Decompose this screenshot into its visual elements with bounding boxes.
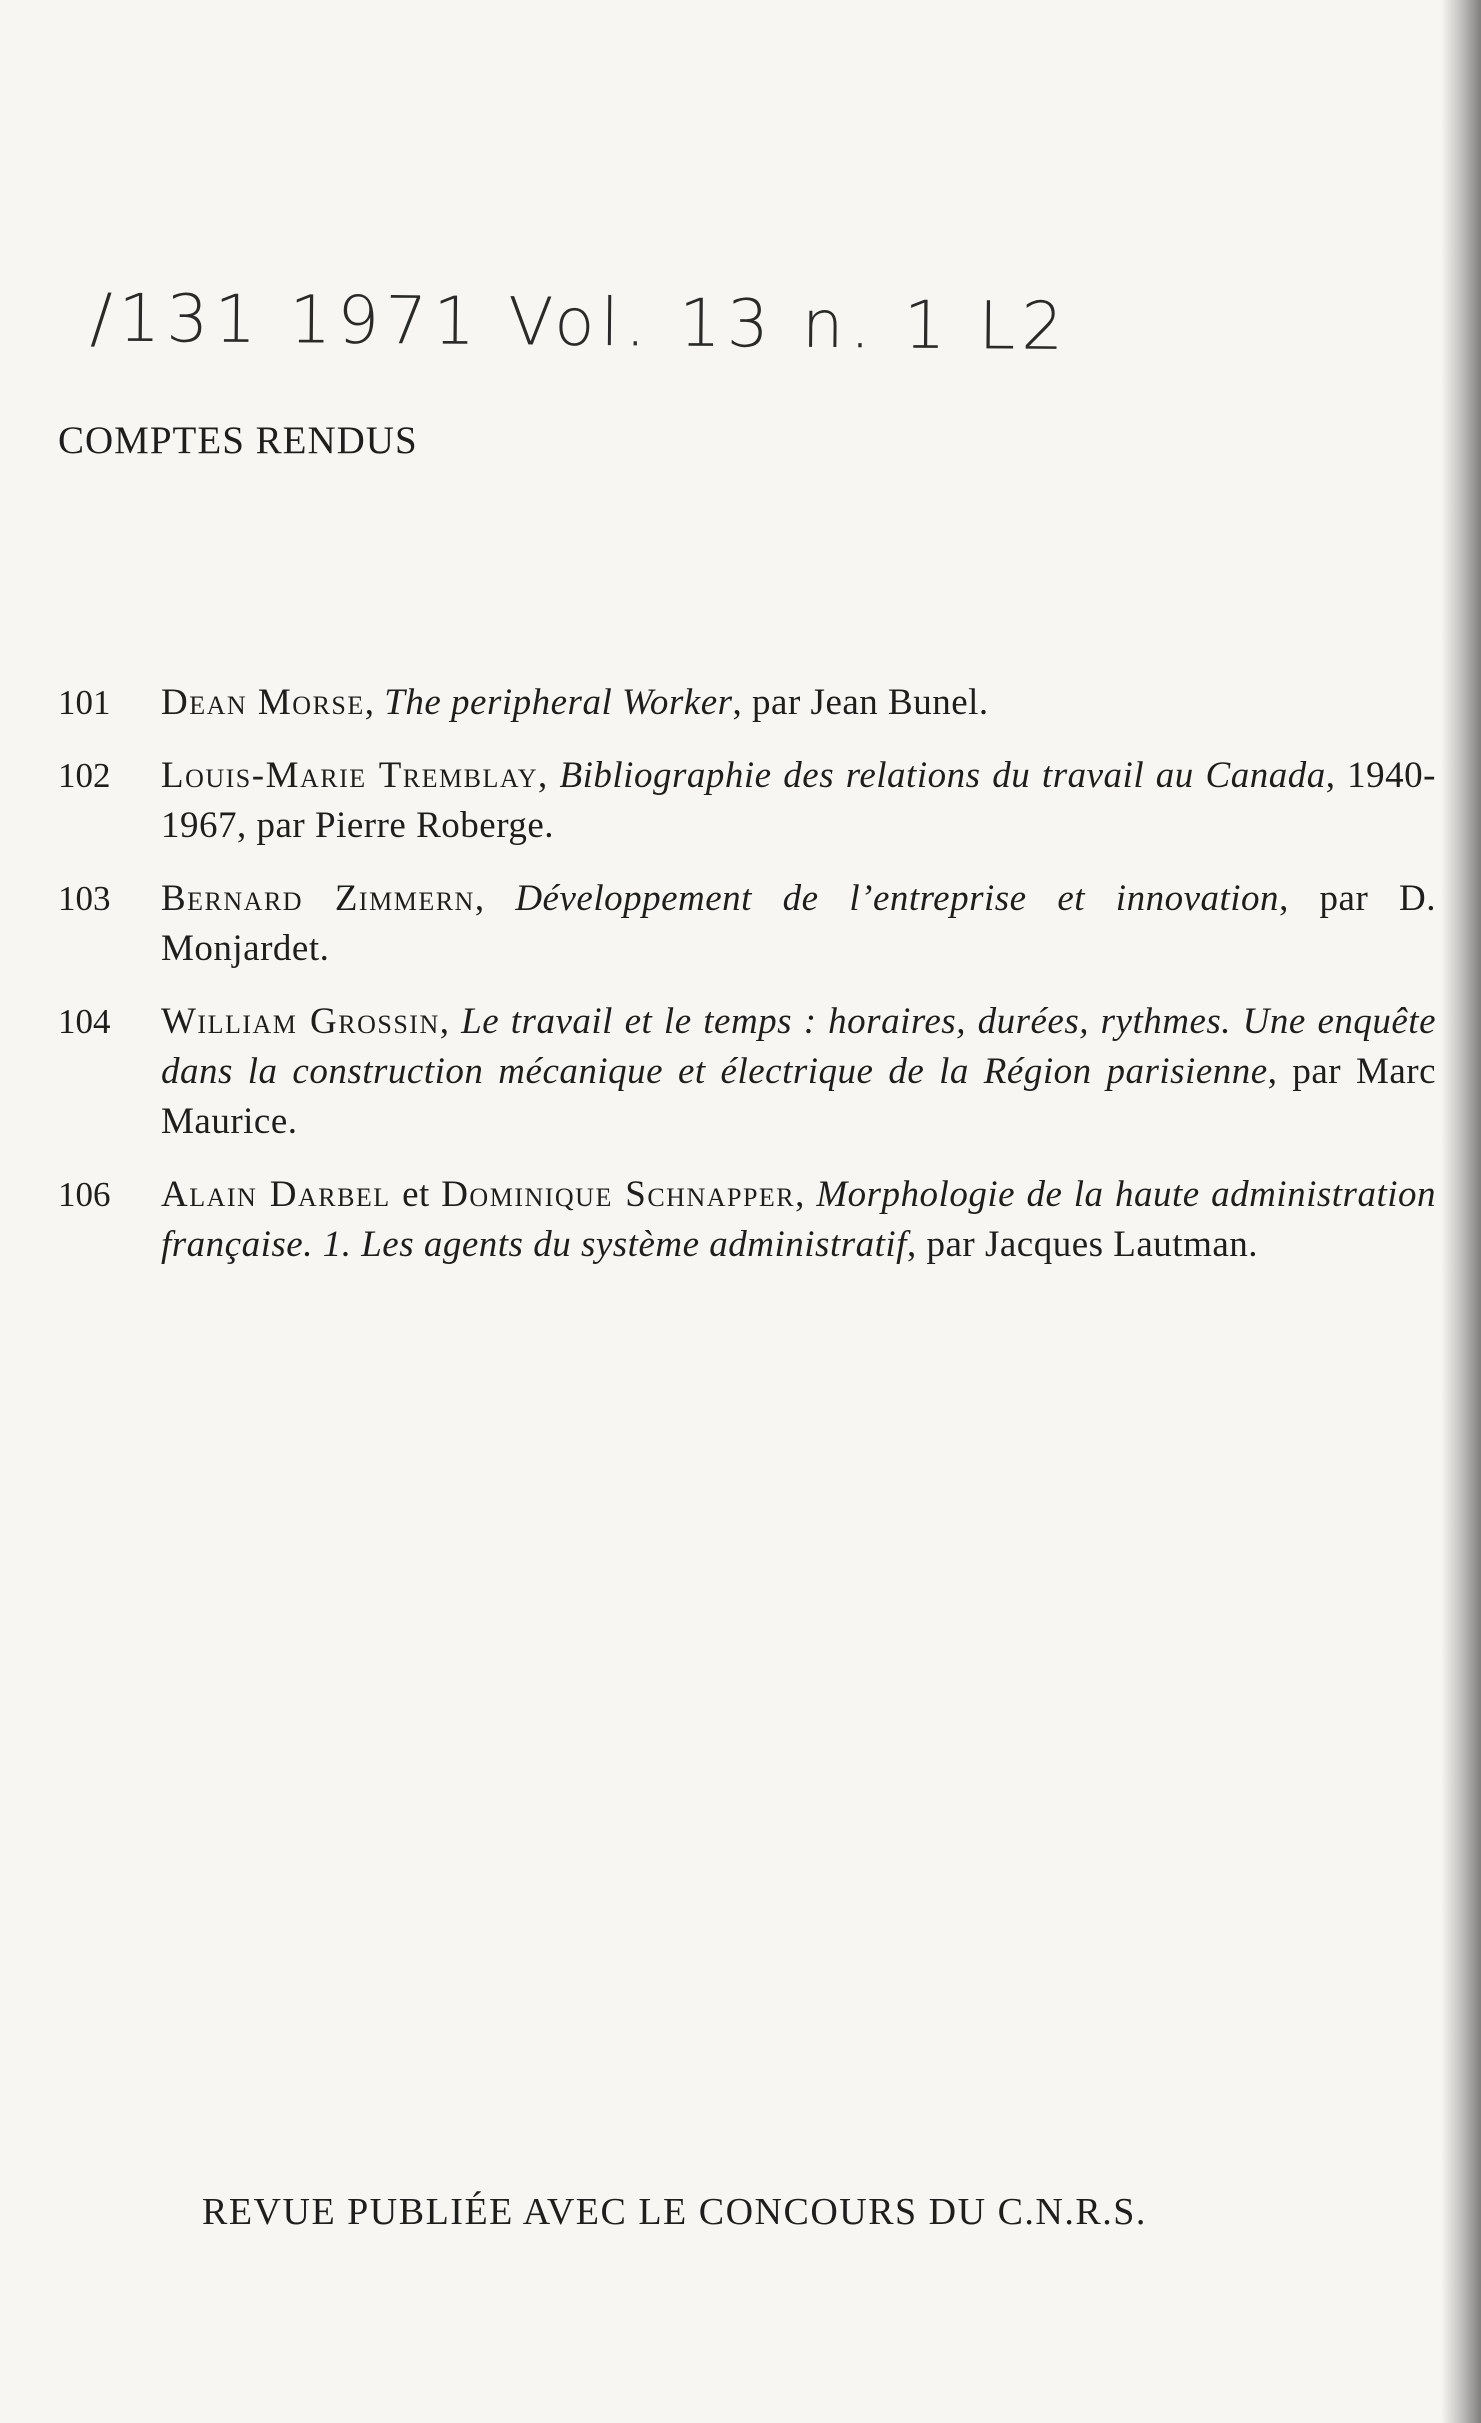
handwritten-annotation: /131 1971 Vol. 13 n. 1 L2: [89, 279, 1070, 366]
page-number: 103: [58, 879, 111, 918]
reviewer: , par Jean Bunel.: [732, 682, 989, 723]
review-entry: [58, 678, 1438, 728]
footer-note: REVUE PUBLIÉE AVEC LE CONCOURS DU C.N.R.S.: [202, 2191, 1147, 2233]
binding-edge: [1441, 0, 1481, 2423]
review-text: [161, 1170, 1436, 1270]
separator: ,: [538, 755, 560, 796]
reviewer: , par Marc Maurice.: [161, 1051, 1437, 1142]
book-title: Le travail et le temps : horaires, durées, rythmes. Une enquête dans la construction mécanique et électrique de la Région parisienne: [161, 1001, 1436, 1092]
author-name: Bernard Zimmern: [161, 878, 475, 919]
separator: et: [390, 1174, 442, 1215]
review-text: [161, 678, 1436, 728]
page-number: 102: [58, 756, 111, 795]
review-text: [161, 874, 1436, 974]
author-name: William Grossin: [161, 1001, 440, 1042]
book-title: Bibliographie des relations du travail au Canada: [559, 755, 1326, 796]
review-list: [58, 678, 1438, 1293]
author-name: Dominique Schnapper: [441, 1174, 796, 1215]
review-entry: [58, 751, 1438, 851]
review-text: [161, 997, 1436, 1147]
reviewer: , par Jacques Lautman.: [906, 1224, 1259, 1265]
review-entry: [58, 997, 1438, 1147]
separator: ,: [439, 1001, 462, 1042]
separator: ,: [795, 1174, 817, 1215]
author-name: Dean Morse: [161, 682, 365, 723]
book-title: Morphologie de la haute administration française. 1. Les agents du système administratif: [161, 1174, 1436, 1265]
book-title: The peripheral Worker: [384, 682, 733, 723]
author-name: Louis-Marie Tremblay: [161, 755, 539, 796]
review-entry: [58, 874, 1438, 974]
reviewer: , par D. Monjardet.: [161, 878, 1437, 969]
section-title: COMPTES RENDUS: [58, 419, 418, 462]
page-number: 106: [58, 1175, 111, 1214]
page-number: 104: [58, 1002, 111, 1041]
separator: ,: [364, 682, 385, 723]
review-entry: [58, 1170, 1438, 1270]
reviewer: , 1940-1967, par Pierre Roberge.: [161, 755, 1437, 846]
book-title: Développement de l’entreprise et innovation: [515, 878, 1280, 919]
author-name: Alain Darbel: [161, 1174, 391, 1215]
separator: ,: [474, 878, 516, 919]
review-text: [161, 751, 1436, 851]
page-number: 101: [58, 683, 111, 722]
